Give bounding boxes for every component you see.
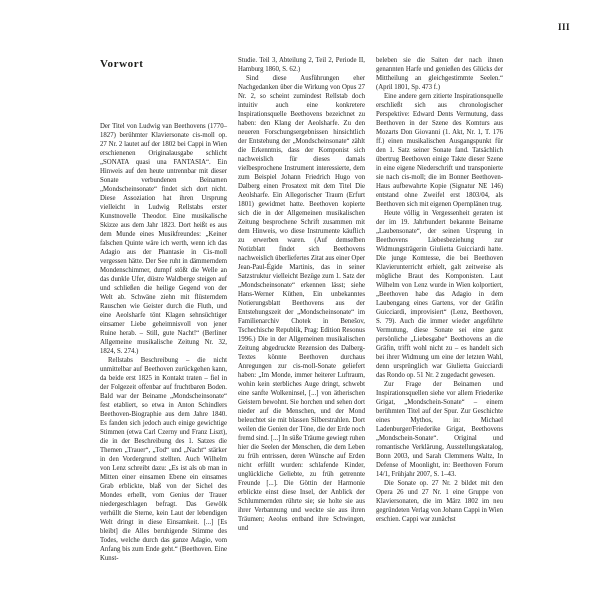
paragraph: Sind diese Ausführungen eher Nachgedanken über die Wirkung von Opus 27 Nr. 2, so scheint zumindest Rellstab doch intuitiv auch eine konkretere Inspirationsquelle Beethovens bezeichnet zu haben: den Klang der Aeolsharfe. Zu den neueren Forschungsergebnissen hinsichtlich der Entstehung der „Mondscheinsonate“ zählt die Erkenntnis, dass der Komponist sich nachweislich für dieses damals vielbesprochene Instrument interessierte, dem zum Beispiel Johann Friedrich Hugo von Dalberg einen Prosatext mit dem Titel Die Aeolsharfe. Ein Allegorischer Traum (Erfurt 1801) gewidmet hatte. Beethoven kopierte sich die in der Allgemeinen musikalischen Zeitung besprochene Schrift zusammen mit dem Hinweis, wo diese Instrumente käuflich zu erwerben waren. (Auf demselben Notizblatt findet sich Beethovens nachweislich überliefertes Zitat aus einer Oper Jean-Paul-Égide Martinis, das in seiner Satzstruktur vielleicht Bezüge zum 1. Satz der „Mondscheinsonate“ erkennen lässt; siehe Hans-Werner Küthen, Ein unbekanntes Notierungsblatt Beethovens aus der Entstehungszeit der „Mondscheinsonate“ im Familienarchiv Chotek in Benešov, Tschechische Republik, Prag: Edition Resonus 1996.) Die in der Allgemeinen musikalischen Zeitung abgedruckte Rezension des Dalberg-Textes könnte Beethoven durchaus Anregungen zur cis-moll-Sonate geliefert haben: „Im Monde, immer heiterer Luftraum, wohin kein sterbliches Auge dringt, schwebt eine sanfte Wolkeninsel, [...] von ätherischen Geistern bewohnt. Sie horchen und sehen dort nieder auf die Menschen, und der Mond beleuchtet sie mit blassen Silberstrahlen. Dort weilen die Genien der Töne, die der Erde noch fremd sind. [...] In süße Träume gewiegt ruhen hier die Seelen der Menschen, die dem Leben zu früh entrissen, deren Wünsche auf Erden nicht erfüllt wurden: schlafende Kinder, unglückliche Geliebte, zu früh getrennte Freunde [...]. Die Göttin der Harmonie erblickte einst diese Insel, der Anblick der Schlummernden rührte sie; sie holte sie aus ihrer Verbannung und weckte sie aus ihren Träumen; Aeolus entband ihre Schwingen, und [238,75,366,532]
paragraph: Die Sonate op. 27 Nr. 2 bildet mit den Opera 26 und 27 Nr. 1 eine Gruppe von Klaviersonaten, die im März 1802 im neu gegründeten Verlag von Johann Cappi in Wien erschien. Cappi war zunächst [376,480,503,523]
paragraph: Zur Frage der Beinamen und Inspirationsquellen siehe vor allem Friederike Grigat, „Mondschein-Sonate“ – einem berühmten Titel auf der Spur. Zur Geschichte eines Mythos, in: Michael Ladenburger/Friederike Grigat, Beethovens „Mondschein-Sonate“. Original und romantische Verklärung, Ausstellungskatalog, Bonn 2003, und Sarah Clemmens Waltz, In Defense of Moonlight, in: Beethoven Forum 14/1, Frühjahr 2007, S. 1–43. [376,381,503,478]
paragraph: Eine andere gern zitierte Inspirationsquelle erschließt sich aus chronologischer Perspektive: Edward Dents Vermutung, dass Beethoven in der Szene des Komturs aus Mozarts Don Giovanni (1. Akt, Nr. 1, T. 176 ff.) einen musikalischen Ausgangspunkt für den 1. Satz seiner Sonate fand. Tatsächlich übertrug Beethoven einige Takte dieser Szene in eine eigene Niederschrift und transponierte sie nach cis-moll; die im Bonner Beethoven-Haus aufbewahrte Kopie (Signatur NE 146) entstand ohne Zweifel erst 1803/04, als Beethoven sich mit eigenen Opernplänen trug. [376,93,503,208]
paragraph: Studie. Teil 3, Abteilung 2, Teil 2, Periode II, Hamburg 1860, S. 62.) [238,57,365,73]
paragraph: beleben sie die Saiten der nach ihnen genannten Harfe und genießen des Glücks der Mittheilung an gleichgestimmte Seelen.“ (April 1801, Sp. 473 f.) [376,57,503,91]
paragraph: Heute völlig in Vergessenheit geraten ist der im 19. Jahrhundert bekannte Beiname „Laubensonate“, der seinen Ursprung in Beethovens Liebesbeziehung zur Widmungsträgerin Giulietta Guicciardi hatte. Die junge Komtesse, die bei Beethoven Klavierunterricht erhielt, galt zeitweise als mögliche Braut des Komponisten. Laut Wilhelm von Lenz wurde in Wien kolportiert, „Beethoven habe das Adagio in dem Laubengang eines Gartens, vor der Gräfin Guicciardi, improvisiert“ (Lenz, Beethoven, S. 79). Auch die immer wieder angeführte Vermutung, diese Sonate sei eine ganz persönliche „Liebesgabe“ Beethovens an die Gräfin, trifft wohl nicht zu – es handelt sich bei ihrer Widmung um eine der letzten Wahl, denn ursprünglich war Giulietta Guicciardi das Rondo op. 51 Nr. 2 zugedacht gewesen. [376,210,503,379]
text-column-1 [100,122,227,563]
paragraph: Der Titel von Ludwig van Beethovens (1770–1827) berühmter Klaviersonate cis-moll op. 27 Nr. 2 lautet auf der 1802 bei Cappi in Wien erschienenen Originalausgabe schlicht „SONATA quasi una FANTASIA“. Ein Hinweis auf den heute untrennbar mit dieser Sonate verbundenen Beinamen „Mondscheinsonate“ findet sich dort nicht. Diese Assoziation hat ihren Ursprung vielleicht in Ludwig Rellstabs erster Kunstnovelle Theodor. Eine musikalische Skizze aus dem Jahr 1823. Dort heißt es aus dem Munde eines Musikfreundes: „Keiner falschen Quinte wäre ich werth, wenn ich das Adagio aus der Phantasie in Cis-moll vergessen hätte. Der See ruht in dämmerndem Mondenschimmer, dumpf stößt die Welle an das dunkle Ufer, düstre Waldberge steigen auf und schließen die heilige Gegend von der Welt ab. Schwäne ziehn mit flüsterndem Rauschen wie Geister durch die Fluth, und eine Aeolsharfe tönt Klagen sehnsüchtiger einsamer Liebe geheimnisvoll von jener Ruine herab. – Still, gute Nacht!“ (Berliner Allgemeine musikalische Zeitung Nr. 32, 1824, S. 274.) [100,123,227,355]
text-column-3 [376,56,503,524]
page-number: III [557,22,570,32]
text-column-2 [238,56,365,533]
page-title: Vorwort [100,58,144,70]
paragraph: Rellstabs Beschreibung – die nicht unmittelbar auf Beethoven zurückgehen kann, da beide erst 1825 in Kontakt traten – fiel in der Folgezeit offenbar auf fruchtbaren Boden. Bald war der Beiname „Mondscheinsonate“ fest etabliert, so etwa in Anton Schindlers Beethoven-Biographie aus dem Jahre 1840. Es fanden sich jedoch auch einige gewichtige Stimmen (etwa Carl Czerny und Franz Liszt), die in der Beschreibung des 1. Satzes die Themen „Trauer“, „Tod“ und „Nacht“ stärker in den Vordergrund stellten. Auch Wilhelm von Lenz schreibt dazu: „Es ist als ob man in Mitten einer einsamen Ebene ein einsames Grab erblickte, blaß von der Sichel des Mondes erhellt, vom Genius der Trauer niedergeschlagen befragt. Das Gewölk verhüllt die Sterne, kein Laut der lebendigen Welt dringt in diese Einsamkeit. [...] [Es bleibt] die Alles beruhigende Stimme des Todes, welche durch das ganze Adagio, vom Anfang bis zum Ende geht.“ (Beethoven. Eine Kunst- [100,357,227,562]
